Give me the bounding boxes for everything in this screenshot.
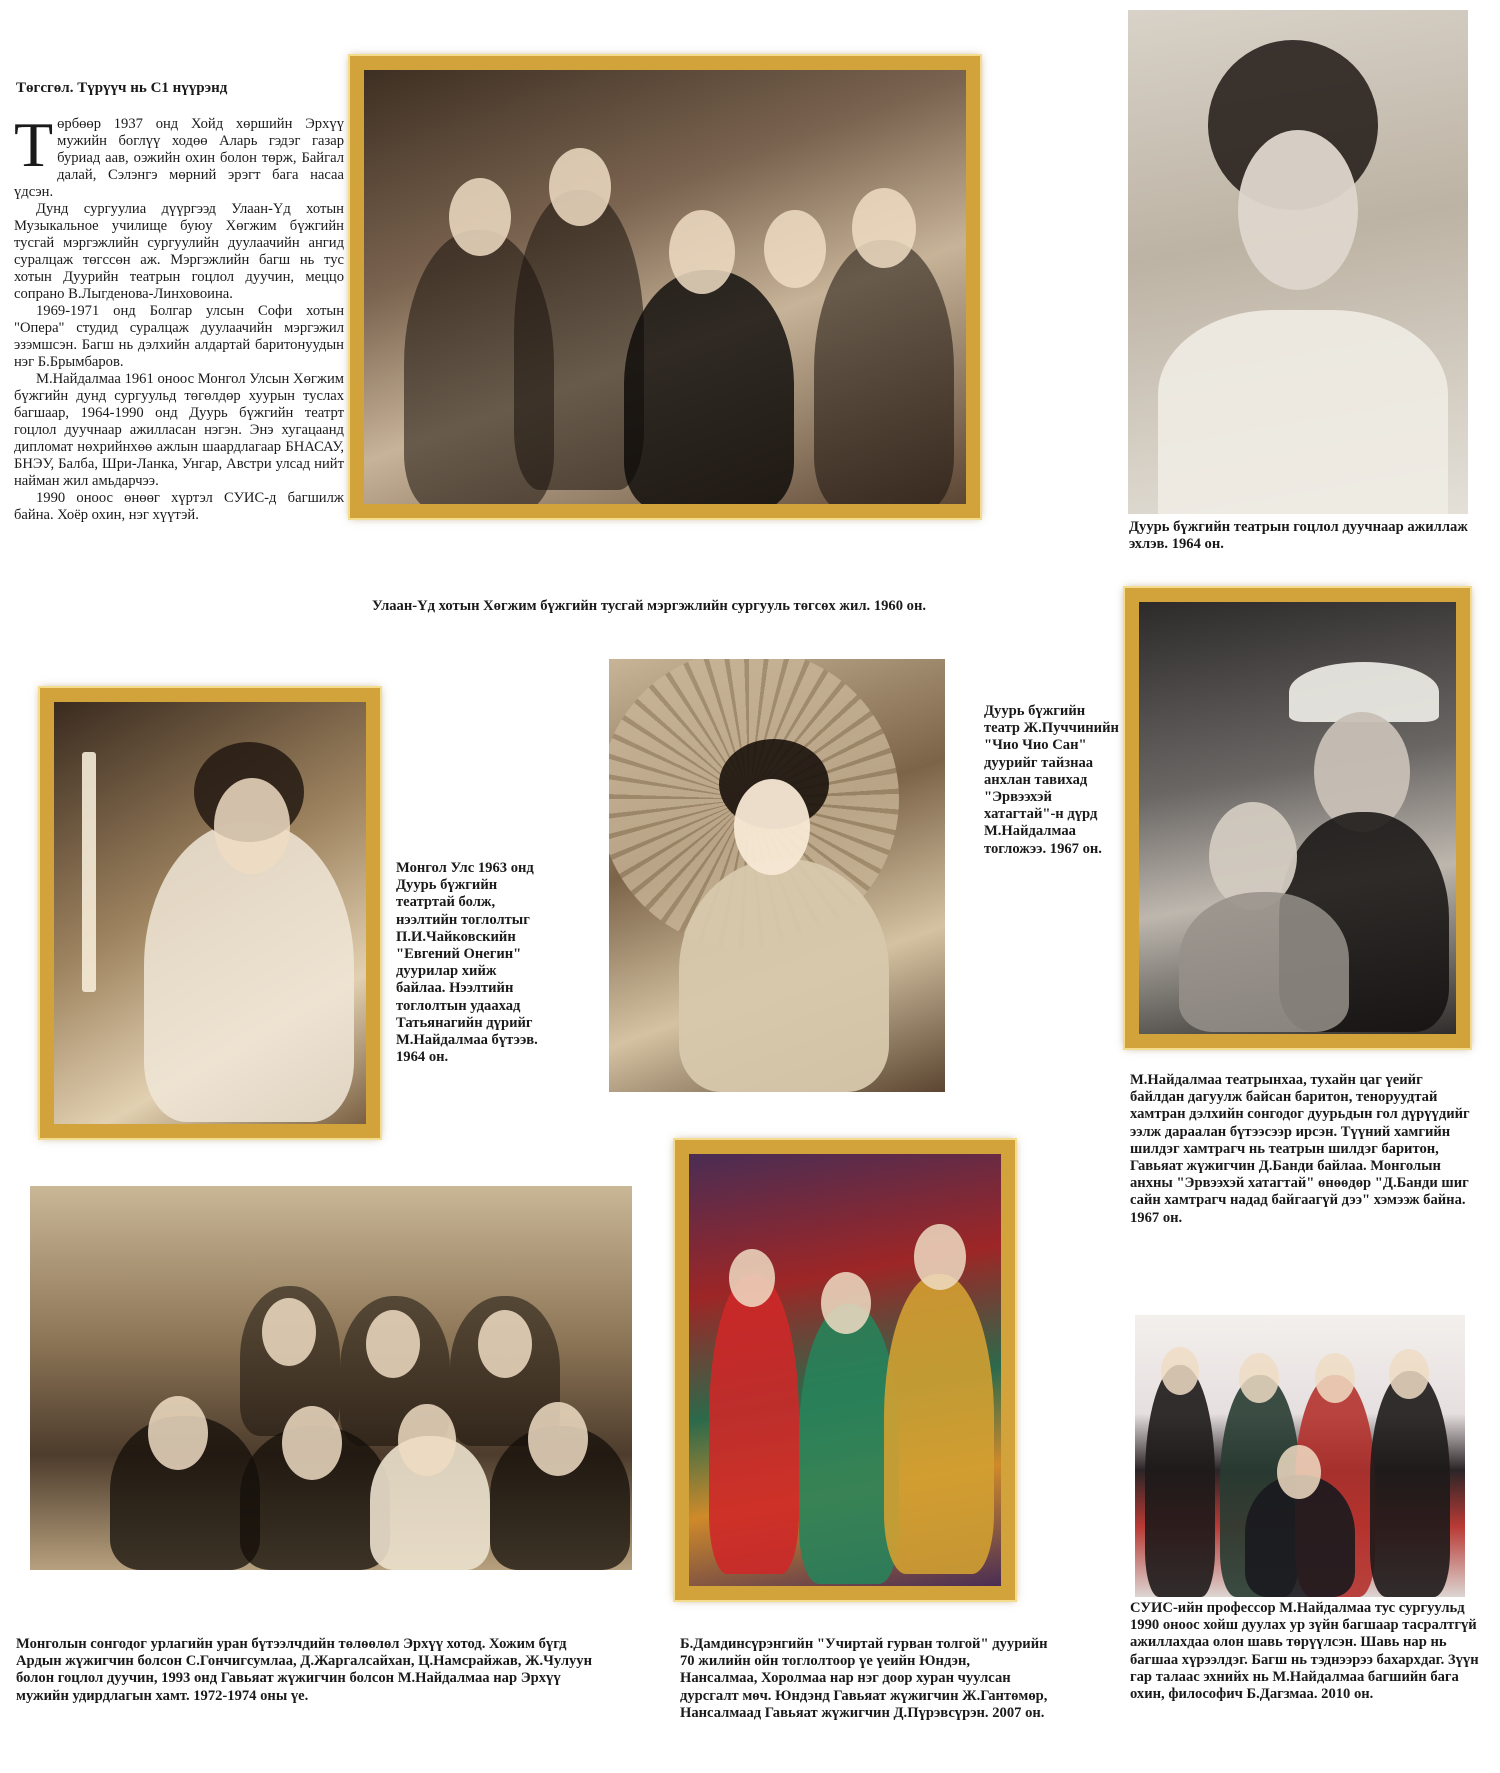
photo-suis-2010	[1135, 1315, 1465, 1597]
photo-portrait-1964	[1128, 10, 1468, 514]
photo-group-1960	[364, 70, 966, 504]
drop-cap: Т	[14, 109, 54, 180]
continuation-heading: Төгсгөл. Түрүүч нь С1 нүүрэнд	[16, 80, 228, 96]
article-paragraph: Дунд сургуулиа дүүргээд Улаан-Үд хотын Музыкальное училище буюу Хөгжим бүжгийн тусгай мэргэжлийн сургуулийн дуулаачийн ангид суралцаж төгссөн аж. Мэргэжлийн багш нь тус хотын Дуурийн театрын гоцлол дуучин, меццо сопрано В.Лыгденова-Линховоина.	[14, 201, 344, 302]
photo-frame-bandi	[1125, 588, 1470, 1048]
caption-group-1960: Улаан-Үд хотын Хөгжим бүжгийн тусгай мэргэжлийн сургууль төгсөх жил. 1960 он.	[372, 598, 927, 614]
photo-bandi-1967	[1139, 602, 1456, 1034]
photo-three-hills-2007	[689, 1154, 1001, 1586]
photo-frame-three-hills	[675, 1140, 1015, 1600]
caption-suis-2010: СУИС-ийн профессор М.Найдалмаа тус сургуульд 1990 оноос хойш дуулах ур зүйн багшаар тасралтгүй ажиллахдаа олон шавь төрүүлсэн. Шавь нар нь багшаа хүрээлдэг. Багш нь тэднээрээ бахархдаг. Зүүн гар талаас эхнийх нь М.Найдалмаа багшийн бага охин, философич Б.Дагзмаа. 2010 он.	[1130, 1600, 1479, 1703]
photo-onegin-1964	[54, 702, 366, 1124]
article-body	[14, 109, 344, 524]
caption-chiochio-1967: Дуурь бүжгийн театр Ж.Пуччинийн "Чио Чио Сан" дуурийг тайзнаа анхлан тавихад "Эрвээхэй хатагтай"-н дүрд М.Найдалмаа тогложээ. 1967 он.	[984, 703, 1119, 857]
article-paragraph: 1990 оноос өнөөг хүртэл СУИС-д багшилж байна. Хоёр охин, нэг хүүтэй.	[14, 490, 344, 523]
caption-irkutsk: Монголын сонгодог урлагийн уран бүтээлчдийн төлөөлөл Эрхүү хотод. Хожим бүгд Ардын жүжигчин болсон С.Гончигсумлаа, Д.Жаргалсайхан, Ц.Намсрайжав, Ж.Чулуун болон гоцлол дуучин, 1993 онд Гавьяат жүжигчин болсон М.Найдалмаа нар Эрхүү мужийн удирдлагын хамт. 1972-1974 оны үе.	[16, 1636, 593, 1704]
photo-irkutsk-group	[30, 1186, 632, 1570]
photo-frame-group-1960	[350, 56, 980, 518]
article-paragraph: Төрбөөр 1937 онд Хойд хөршийн Эрхүү мужийн боглүү ходөө Аларь гэдэг газар буриад аав, оэжийн охин болон төрж, Байгал далай, Сэлэнгэ мөрний эрэгт бага насаа үдсэн.	[14, 109, 344, 200]
caption-portrait-1964: Дуурь бүжгийн театрын гоцлол дуучнаар ажиллаж эхлэв. 1964 он.	[1129, 519, 1468, 553]
caption-bandi-1967: М.Найдалмаа театрынхаа, тухайн цаг үеийг байлдан дагуулж байсан баритон, тенoруудтай хамтран дэлхийн сонгодог дуурьдын гол дүрүүдийг ээлж дараалан бүтээсээр ирсэн. Түүний хамгийн шилдэг хамтрагч нь театрын шилдэг баритон, Гавьяат жүжигчин Д.Банди байлаа. Монголын анхны "Эрвээхэй хатагтай" өнөөдөр "Д.Банди шиг сайн хамтрагч надад байгаагүй дээ" хэмээж байна. 1967 он.	[1130, 1072, 1470, 1226]
article-paragraph: М.Найдалмаа 1961 оноос Монгол Улсын Хөгжим бүжгийн дунд сургуульд төгөлдөр хуурын туслах багшаар, 1964-1990 онд Дуурь бүжгийн театрт гоцлол дуучнаар ажилласан нэгэн. Энэ хугацаанд дипломат нөхрийнхөө ажлын шаардлагаар БНАСАУ, БНЭУ, Балба, Шри-Ланка, Унгар, Австри улсад нийт найман жил амьдарчээ.	[14, 371, 344, 489]
photo-frame-onegin	[40, 688, 380, 1138]
photo-chiochio-1967	[609, 659, 945, 1092]
caption-onegin-1964: Монгол Улс 1963 онд Дуурь бүжгийн театртай болж, нээлтийн тоглолтыг П.И.Чайковскийн "Евгений Онегин" дуурилар хийж байлаа. Нээлтийн тоглолтын удаахад Татьянагийн дүрийг М.Найдалмаа бүтээв. 1964 он.	[396, 860, 538, 1066]
caption-three-hills-2007: Б.Дамдинсүрэнгийн "Учиртай гурван толгой" дуурийн 70 жилийн ойн тоглолтоор үе үеийн Юндэн, Нансалмаа, Хоролмаа нар нэг доор хуран чуулсан дурсгалт мөч. Юндэнд Гавьяат жүжигчин Ж.Гантөмөр, Нансалмаад Гавьяат жүжигчин Д.Пүрэвсүрэн. 2007 он.	[680, 1636, 1048, 1721]
article-paragraph: 1969-1971 онд Болгар улсын Софи хотын "Опера" студид суралцаж дуулаачийн мэргэжил эзэмшсэн. Багш нь дэлхийн алдартай баритонуудын нэг Б.Брымбаров.	[14, 303, 344, 370]
